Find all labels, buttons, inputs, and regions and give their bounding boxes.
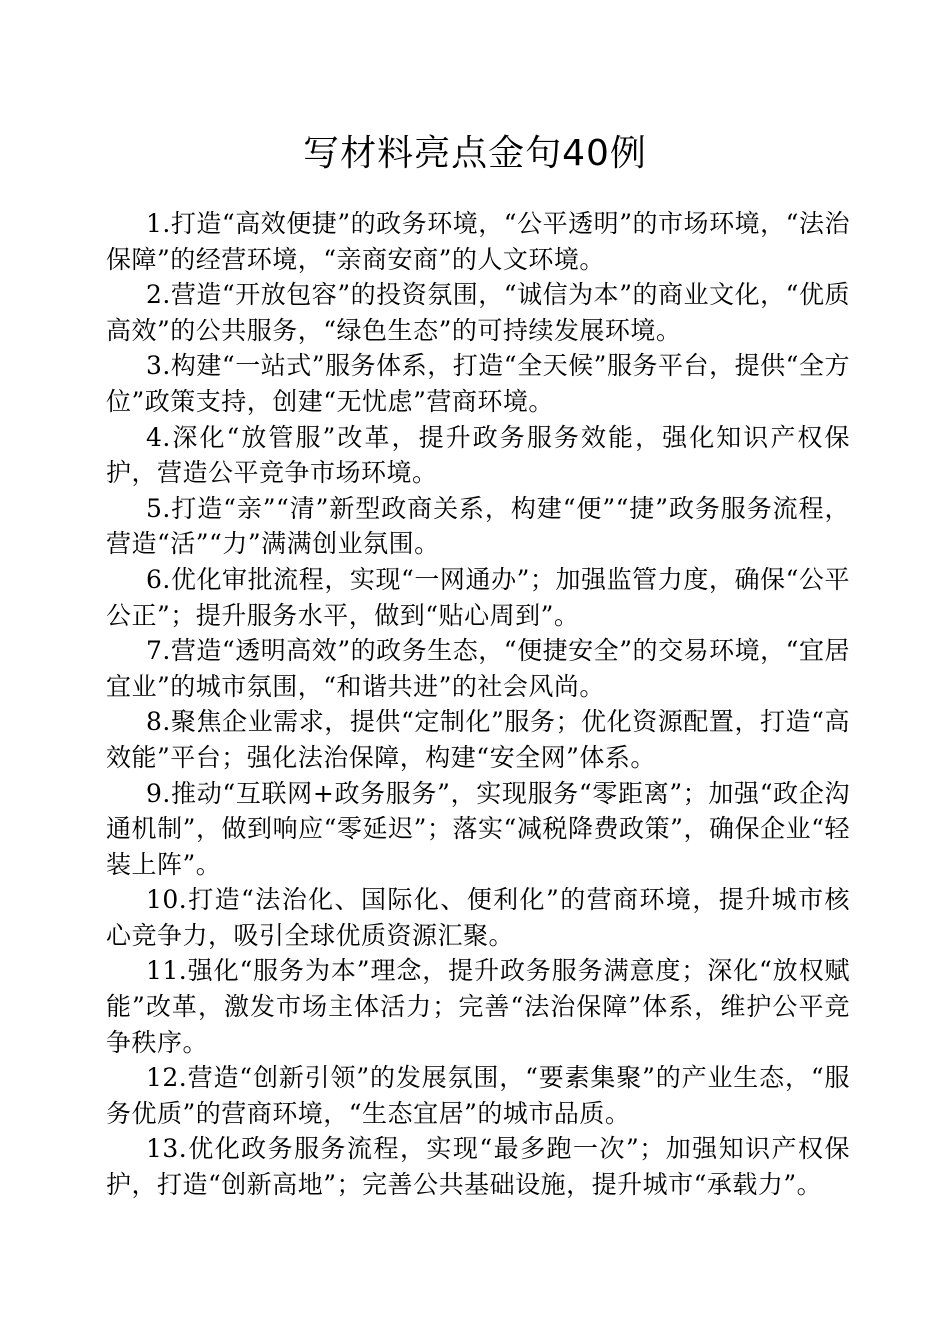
paragraph-2: 2.营造“开放包容”的投资氛围，“诚信为本”的商业文化，“优质高效”的公共服务，“绿色生态”的可持续发展环境。 — [106, 280, 850, 345]
paragraph-3: 3.构建“一站式”服务体系，打造“全天候”服务平台，提供“全方位”政策支持，创建“无忧虑”营商环境。 — [106, 351, 850, 416]
paragraph-6: 6.优化审批流程，实现“一网通办”；加强监管力度，确保“公平公正”；提升服务水平，做到“贴心周到”。 — [106, 564, 850, 630]
paragraph-13: 13.优化政务服务流程，实现“最多跑一次”；加强知识产权保护，打造“创新高地”；完善公共基础设施，提升城市“承载力”。 — [106, 1134, 850, 1200]
paragraph-8: 8.聚焦企业需求，提供“定制化”服务；优化资源配置，打造“高效能”平台；强化法治保障，构建“安全网”体系。 — [106, 707, 850, 772]
paragraph-4: 4.深化“放管服”改革，提升政务服务效能，强化知识产权保护，营造公平竞争市场环境。 — [106, 422, 850, 488]
paragraph-1: 1.打造“高效便捷”的政务环境，“公平透明”的市场环境，“法治保障”的经营环境，“亲商安商”的人文环境。 — [106, 209, 850, 274]
paragraph-11: 11.强化“服务为本”理念，提升政务服务满意度；深化“放权赋能”改革，激发市场主体活力；完善“法治保障”体系，维护公平竞争秩序。 — [106, 956, 850, 1057]
paragraph-9: 9.推动“互联网+政务服务”，实现服务“零距离”；加强“政企沟通机制”，做到响应“零延迟”；落实“减税降费政策”，确保企业“轻装上阵”。 — [106, 778, 850, 879]
paragraph-12: 12.营造“创新引领”的发展氛围，“要素集聚”的产业生态，“服务优质”的营商环境，“生态宜居”的城市品质。 — [106, 1063, 850, 1128]
paragraph-7: 7.营造“透明高效”的政务生态，“便捷安全”的交易环境，“宜居宜业”的城市氛围，“和谐共进”的社会风尚。 — [106, 636, 850, 701]
page-title: 写材料亮点金句40例 — [303, 133, 647, 174]
paragraph-10: 10.打造“法治化、国际化、便利化”的营商环境，提升城市核心竞争力，吸引全球优质资源汇聚。 — [106, 885, 850, 950]
document-body — [106, 206, 850, 1203]
paragraph-5: 5.打造“亲”“清”新型政商关系，构建“便”“捷”政务服务流程，营造“活”“力”满满创业氛围。 — [106, 493, 850, 559]
